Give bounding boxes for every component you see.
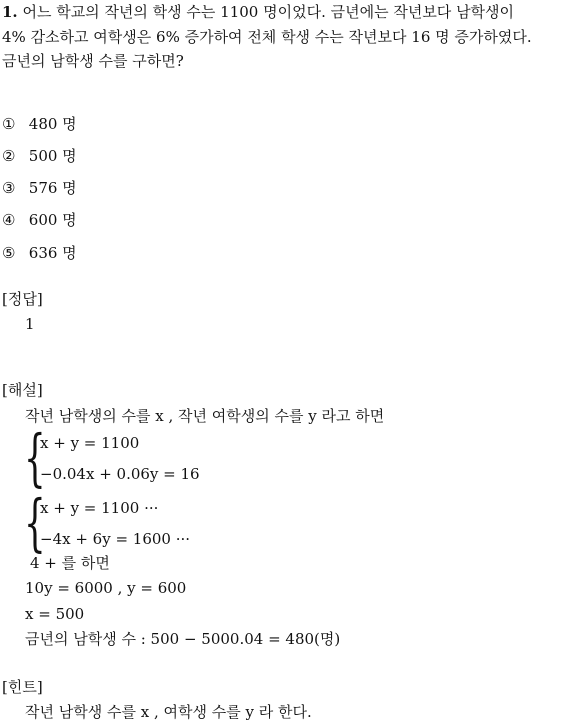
hint-label: [힌트] xyxy=(2,678,43,696)
solution-intro: 작년 남학생의 수를 x , 작년 여학생의 수를 y 라고 하면 xyxy=(25,407,385,425)
system1-eq2: −0.04x + 0.06y = 16 xyxy=(40,465,200,483)
solution-label: [해설] xyxy=(2,381,43,399)
choice-5-mark: ⑤ xyxy=(2,244,16,262)
choice-4[interactable] xyxy=(2,210,77,230)
question-line-1 xyxy=(2,2,514,22)
choice-5[interactable] xyxy=(2,243,77,263)
hint-text: 작년 남학생 수를 x , 여학생 수를 y 라 한다. xyxy=(25,703,312,721)
question-text-2: 4% 감소하고 여학생은 6% 증가하여 전체 학생 수는 작년보다 16 명 증가하였다. xyxy=(2,28,532,46)
system2-brace: { xyxy=(24,486,46,559)
system1-brace: { xyxy=(24,421,46,494)
answer-label: [정답] xyxy=(2,290,43,308)
solution-step-4: 금년의 남학생 수 : 500 − 5000.04 = 480(명) xyxy=(25,630,341,648)
question-text-1: 어느 학교의 작년의 학생 수는 1100 명이었다. 금년에는 작년보다 남학생이 xyxy=(22,3,515,21)
choice-1-text: 480 명 xyxy=(28,115,77,133)
solution-step-3: x = 500 xyxy=(25,605,85,623)
choice-5-text: 636 명 xyxy=(28,244,77,262)
choice-2-text: 500 명 xyxy=(28,147,77,165)
choice-3-mark: ③ xyxy=(2,179,16,197)
system2-eq2: −4x + 6y = 1600 ··· xyxy=(40,530,191,548)
choice-1[interactable] xyxy=(2,114,77,134)
question-text-3: 금년의 남학생 수를 구하면? xyxy=(2,52,184,70)
choice-2[interactable] xyxy=(2,146,77,166)
system1-eq1: x + y = 1100 xyxy=(40,434,140,452)
solution-step-2: 10y = 6000 , y = 600 xyxy=(25,579,187,597)
system2-eq1: x + y = 1100 ··· xyxy=(40,499,159,517)
choice-4-text: 600 명 xyxy=(28,211,77,229)
question-number: 1. xyxy=(2,3,18,21)
choice-1-mark: ① xyxy=(2,115,16,133)
choice-3[interactable] xyxy=(2,178,77,198)
solution-step-1: 4 + 를 하면 xyxy=(30,554,110,572)
answer-value: 1 xyxy=(25,315,35,333)
choice-4-mark: ④ xyxy=(2,211,16,229)
choice-2-mark: ② xyxy=(2,147,16,165)
choice-3-text: 576 명 xyxy=(28,179,77,197)
